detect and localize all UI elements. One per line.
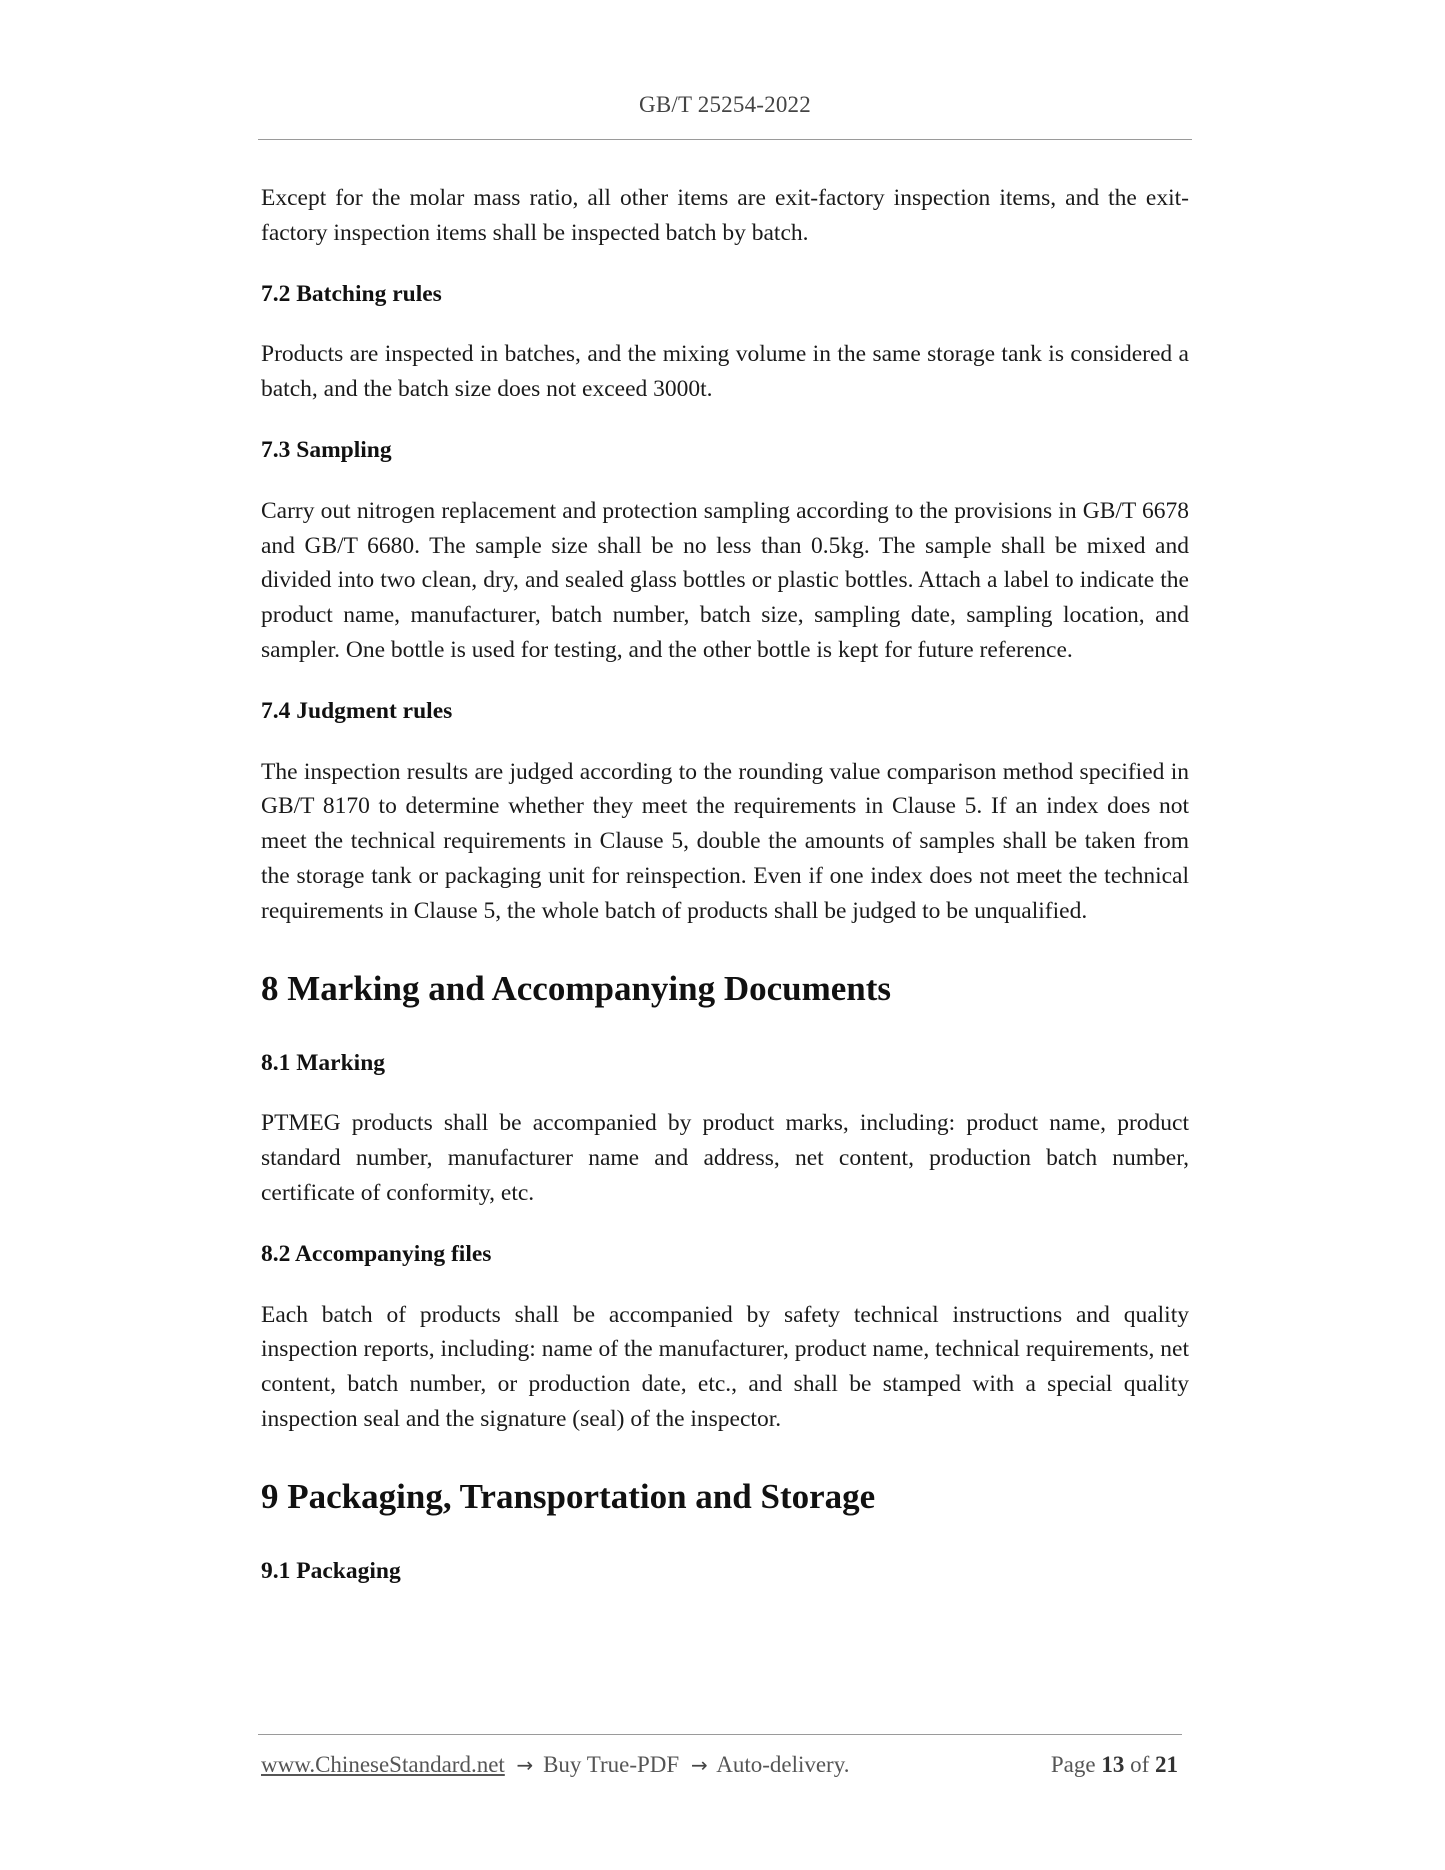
page-total: 21: [1155, 1752, 1178, 1777]
page-current: 13: [1101, 1752, 1125, 1777]
running-header: [258, 92, 1192, 118]
page-label: Page: [1050, 1752, 1096, 1777]
paragraph-intro: Except for the molar mass ratio, all other items are exit-factory inspection items, and the exit-factory inspection items shall be inspected batch by batch.: [261, 185, 1189, 246]
buy-true-pdf-text: Buy True-PDF: [543, 1752, 680, 1777]
auto-delivery-text: Auto-delivery.: [716, 1752, 850, 1777]
paragraph-7-3: Carry out nitrogen replacement and protection sampling according to the provisions in GB/T 6678 and GB/T 6680. The sample size shall be no less than 0.5kg. The sample shall be mixed and divided into two clean, dry, and sealed glass bottles or plastic bottles. Attach a label to indicate the product name, manufacturer, batch number, batch size, sampling date, sampling location, and sampler. One bottle is used for testing, and the other bottle is kept for future reference.: [261, 497, 1189, 663]
right-arrow-icon: →: [516, 1753, 534, 1777]
document-body: [261, 181, 1189, 1589]
document-code: GB/T 25254-2022: [639, 92, 811, 117]
page-counter: [1051, 1752, 1178, 1778]
heading-8-2: 8.2 Accompanying files: [261, 1240, 492, 1267]
page-footer: [261, 1752, 1182, 1788]
paragraph-8-2: Each batch of products shall be accompanied by safety technical instructions and quality inspection reports, including: name of the manufacturer, product name, technical requirements, net content, batch number, or production date, etc., and shall be stamped with a special quality inspection seal and the signature (seal) of the inspector.: [261, 1301, 1189, 1432]
site-link[interactable]: www.ChineseStandard.net: [261, 1752, 505, 1777]
right-arrow-icon: →: [690, 1753, 708, 1777]
footer-promo: [261, 1752, 849, 1778]
heading-8-1: 8.1 Marking: [261, 1049, 386, 1076]
paragraph-8-1: PTMEG products shall be accompanied by product marks, including: product name, product standard number, manufacturer name and address, net content, production batch number, certificate of conformity, etc.: [261, 1110, 1189, 1206]
heading-7-4: 7.4 Judgment rules: [261, 697, 453, 724]
heading-7-3: 7.3 Sampling: [261, 436, 392, 463]
heading-section-8: 8 Marking and Accompanying Documents: [261, 968, 892, 1008]
header-divider: [258, 139, 1192, 140]
paragraph-7-4: The inspection results are judged according to the rounding value comparison method specified in GB/T 8170 to determine whether they meet the requirements in Clause 5. If an index does not meet the technical requirements in Clause 5, double the amounts of samples shall be taken from the storage tank or packaging unit for reinspection. Even if one index does not meet the technical requirements in Clause 5, the whole batch of products shall be judged to be unqualified.: [261, 758, 1189, 924]
heading-section-9: 9 Packaging, Transportation and Storage: [261, 1476, 876, 1516]
footer-divider: [258, 1734, 1182, 1735]
heading-9-1: 9.1 Packaging: [261, 1557, 401, 1584]
heading-7-2: 7.2 Batching rules: [261, 280, 442, 307]
of-label: of: [1130, 1752, 1150, 1777]
paragraph-7-2: Products are inspected in batches, and the mixing volume in the same storage tank is considered a batch, and the batch size does not exceed 3000t.: [261, 341, 1189, 403]
